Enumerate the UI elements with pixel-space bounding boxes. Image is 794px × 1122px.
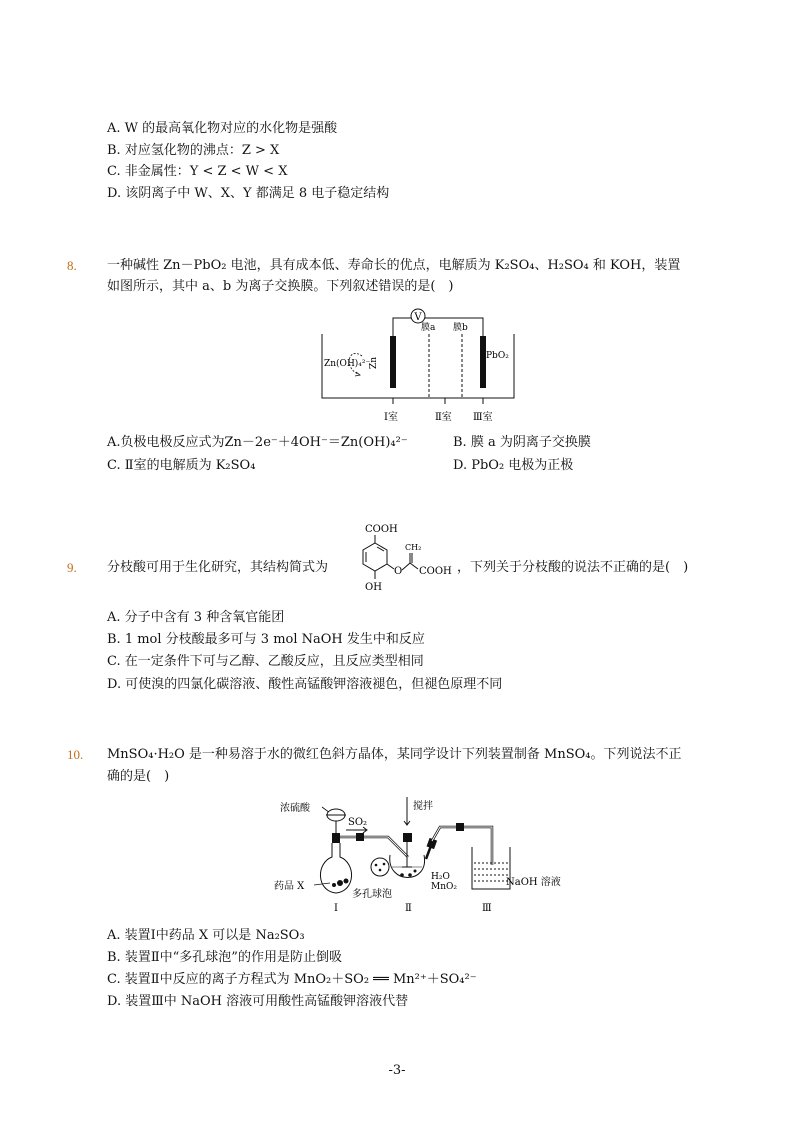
q10-number: 10. (67, 747, 84, 762)
q9-option-a: A. 分子中含有 3 种含氧官能团 (107, 610, 285, 625)
cooh-top-label: COOH (365, 524, 398, 535)
q10-stem-line1: MnSO₄·H₂O 是一种易溶于水的微红色斜方晶体，某同学设计下列装置制备 MnSO₄。下列说法不正 (107, 747, 682, 762)
room-3-label: Ⅲ室 (473, 412, 493, 423)
apparatus-2-label: Ⅱ (405, 903, 412, 914)
mno2-label: MnO₂ (431, 882, 457, 892)
q9-stem-post: ，下列关于分枝酸的说法不正确的是( ) (457, 560, 689, 575)
ring (363, 543, 387, 571)
q8-option-c: C. Ⅱ室的电解质为 K₂SO₄ (107, 458, 256, 473)
q8-option-b: B. 膜 a 为阴离子交换膜 (453, 435, 591, 450)
q9-option-d: D. 可使溴的四氯化碳溶液、酸性高锰酸钾溶液褪色，但褪色原理不同 (107, 677, 503, 692)
voltmeter-label: V (414, 312, 422, 323)
flask-i (320, 843, 351, 893)
pbo2-electrode (480, 336, 486, 388)
porous-bulb (371, 858, 389, 876)
membrane-a-label: 膜a (421, 323, 436, 333)
zincate-label: Zn(OH)₄²⁻ (324, 359, 371, 369)
naoh-label: NaOH 溶液 (506, 877, 561, 888)
cooh-right-label: COOH (419, 566, 452, 577)
q7-option-d: D. 该阴离子中 W、X、Y 都满足 8 电子稳定结构 (107, 186, 390, 201)
flask-stopper (332, 833, 340, 843)
reagent-x-label: 药品 X (274, 881, 305, 892)
q8-stem-line1: 一种碱性 Zn－PbO₂ 电池，具有成本低、寿命长的优点，电解质为 K₂SO₄、H₂SO₄ 和 KOH，装置 (107, 258, 681, 273)
conc-acid-label: 浓硫酸 (280, 803, 310, 814)
apparatus-diagram (270, 795, 600, 920)
q10-option-b: B. 装置Ⅱ中“多孔球泡”的作用是防止倒吸 (107, 950, 342, 965)
q7-option-a: A. W 的最高氧化物对应的水化物是强酸 (107, 121, 338, 136)
wire-left (393, 318, 411, 336)
ether-o-label: O (394, 566, 403, 577)
q8-option-d: D. PbO₂ 电极为正极 (453, 458, 574, 473)
h2o-label: H₂O (431, 872, 450, 882)
ch2-label: CH₂ (405, 543, 422, 552)
q8-number: 8. (67, 258, 77, 273)
q8-option-a: A.负极电极反应式为Zn－2e⁻＋4OH⁻＝Zn(OH)₄²⁻ (107, 435, 408, 450)
q10-option-d: D. 装置Ⅲ中 NaOH 溶液可用酸性高锰酸钾溶液代替 (107, 994, 409, 1009)
q7-option-b: B. 对应氢化物的沸点：Z > X (107, 143, 280, 158)
apparatus-3-label: Ⅲ (482, 903, 492, 914)
q10-stem-line2: 确的是( ) (107, 769, 170, 784)
room-1-label: Ⅰ室 (384, 412, 398, 423)
zn-electrode (390, 336, 396, 388)
q9-stem-pre: 分枝酸可用于生化研究，其结构简式为 (107, 560, 329, 575)
membrane-b-label: 膜b (453, 323, 468, 333)
q9-option-c: C. 在一定条件下可与乙醇、乙酸反应，且反应类型相同 (107, 654, 424, 669)
so2-label: SO₂ (348, 817, 368, 828)
pbo2-label: PbO₂ (486, 351, 509, 361)
q7-option-c: C. 非金属性：Y < Z < W < X (107, 164, 288, 179)
oh-label: OH (365, 582, 382, 593)
q9-number: 9. (67, 560, 77, 575)
q9-option-b: B. 1 mol 分枝酸最多可与 3 mol NaOH 发生中和反应 (107, 632, 425, 647)
apparatus-1-label: Ⅰ (334, 903, 338, 914)
q10-option-c: C. 装置Ⅱ中反应的离子方程式为 MnO₂＋SO₂ ══ Mn²⁺＋SO₄²⁻ (107, 972, 477, 987)
shikimic-structure (345, 520, 460, 593)
porous-bulb-label: 多孔球泡 (352, 889, 392, 900)
stir-label: 搅拌 (413, 801, 433, 812)
battery-diagram (318, 306, 518, 428)
q8-stem-line2: 如图所示，其中 a、b 为离子交换膜。下列叙述错误的是( ) (107, 279, 454, 294)
room-2-label: Ⅱ室 (435, 412, 452, 423)
q10-option-a: A. 装置Ⅰ中药品 X 可以是 Na₂SO₃ (107, 928, 305, 943)
page-number: -3- (388, 1063, 406, 1078)
zn-label: Zn (369, 356, 379, 369)
